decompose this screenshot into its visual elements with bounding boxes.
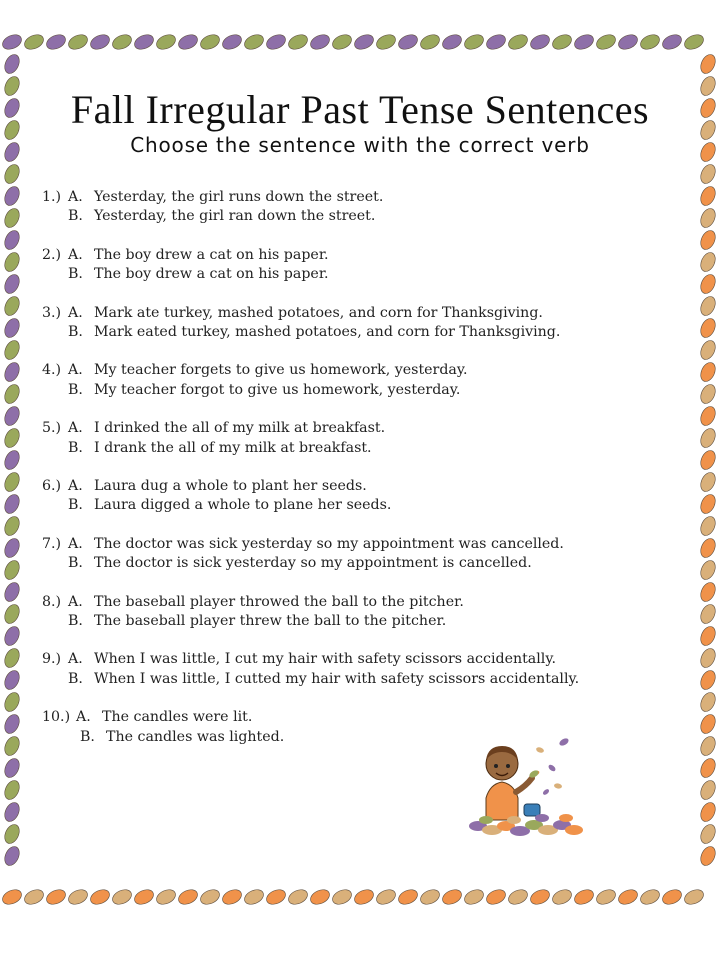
option-a xyxy=(42,708,662,727)
question-item xyxy=(42,419,662,477)
border-leaf xyxy=(698,250,718,274)
border-leaf xyxy=(264,32,288,52)
option-a xyxy=(42,650,662,669)
border-leaf xyxy=(2,52,22,76)
border-leaf xyxy=(154,32,178,52)
border-leaf xyxy=(528,32,552,52)
border-leaf xyxy=(2,272,22,296)
option-text: The boy drew a cat on his paper. xyxy=(94,266,329,283)
border-leaf xyxy=(308,887,332,907)
border-leaf xyxy=(66,887,90,907)
question-number: 3.) xyxy=(42,304,62,321)
border-leaf xyxy=(550,887,574,907)
question-number: 6.) xyxy=(42,477,62,494)
border-leaf xyxy=(0,887,24,907)
border-leaf xyxy=(220,887,244,907)
option-a xyxy=(42,535,662,554)
border-leaf xyxy=(396,32,420,52)
option-label: A. xyxy=(68,362,83,379)
border-leaf xyxy=(2,624,22,648)
border-leaf xyxy=(594,32,618,52)
question-item xyxy=(42,650,662,708)
question-number: 1.) xyxy=(42,189,62,205)
border-leaf xyxy=(462,32,486,52)
border-leaf xyxy=(220,32,244,52)
option-text: The boy drew a cat on his paper. xyxy=(94,246,329,263)
question-item xyxy=(42,246,662,304)
option-label: A. xyxy=(68,477,83,494)
border-leaf xyxy=(682,887,706,907)
border-leaf xyxy=(2,162,22,186)
option-b xyxy=(42,612,662,631)
border-leaf xyxy=(638,887,662,907)
border-leaf xyxy=(698,316,718,340)
border-leaf xyxy=(698,558,718,582)
option-b xyxy=(42,265,662,284)
option-label: A. xyxy=(68,246,83,263)
question-item xyxy=(42,188,662,246)
option-text: The baseball player throwed the ball to the pitcher. xyxy=(94,593,464,610)
border-leaf xyxy=(698,602,718,626)
border-leaf xyxy=(698,184,718,208)
option-text: When I was little, I cutted my hair with safety scissors accidentally. xyxy=(94,670,580,687)
option-text: My teacher forgot to give us homework, yesterday. xyxy=(94,381,461,398)
border-leaf xyxy=(2,294,22,318)
option-label: B. xyxy=(68,612,83,629)
border-leaf xyxy=(698,734,718,758)
option-text: The doctor is sick yesterday so my appointment is cancelled. xyxy=(94,555,532,572)
border-leaf xyxy=(698,800,718,824)
option-text: The candles was lighted. xyxy=(106,728,285,745)
option-a xyxy=(42,477,662,496)
border-leaf xyxy=(2,316,22,340)
border-leaf xyxy=(0,32,24,52)
border-leaf xyxy=(22,32,46,52)
option-label: A. xyxy=(76,709,91,726)
question-number: 8.) xyxy=(42,593,62,610)
option-text: I drank the all of my milk at breakfast. xyxy=(94,439,372,456)
question-item xyxy=(42,535,662,593)
border-leaf xyxy=(698,536,718,560)
question-number: 4.) xyxy=(42,362,62,379)
border-leaf xyxy=(132,32,156,52)
question-item xyxy=(42,477,662,535)
border-leaf xyxy=(698,470,718,494)
option-text: I drinked the all of my milk at breakfast. xyxy=(94,420,386,437)
border-leaf xyxy=(616,887,640,907)
question-item xyxy=(42,361,662,419)
border-leaf xyxy=(2,470,22,494)
border-leaf xyxy=(2,602,22,626)
border-leaf xyxy=(374,887,398,907)
option-text: Laura digged a whole to plane her seeds. xyxy=(94,497,392,514)
option-label: B. xyxy=(80,728,95,745)
option-a xyxy=(42,419,662,438)
border-leaf xyxy=(698,756,718,780)
border-leaf xyxy=(698,206,718,230)
border-leaf xyxy=(698,338,718,362)
border-leaf xyxy=(638,32,662,52)
border-leaf xyxy=(572,887,596,907)
border-leaf xyxy=(2,536,22,560)
border-leaf xyxy=(242,32,266,52)
border-leaf xyxy=(88,32,112,52)
border-leaf xyxy=(698,668,718,692)
option-text: When I was little, I cut my hair with safety scissors accidentally. xyxy=(94,651,556,668)
question-item xyxy=(42,304,662,362)
border-leaf xyxy=(698,382,718,406)
border-leaf xyxy=(698,778,718,802)
border-leaf xyxy=(2,404,22,428)
option-label: A. xyxy=(68,593,83,610)
border-leaf xyxy=(698,294,718,318)
option-b xyxy=(42,207,662,226)
border-leaf xyxy=(2,778,22,802)
question-number: 2.) xyxy=(42,246,62,263)
option-text: Mark eated turkey, mashed potatoes, and corn for Thanksgiving. xyxy=(94,323,561,340)
border-leaf xyxy=(660,887,684,907)
option-b xyxy=(42,554,662,573)
border-leaf xyxy=(698,712,718,736)
border-leaf xyxy=(698,448,718,472)
border-leaf xyxy=(698,228,718,252)
border-leaf xyxy=(110,32,134,52)
option-label: A. xyxy=(68,535,83,552)
question-list xyxy=(42,188,662,766)
border-leaf xyxy=(110,887,134,907)
border-leaf xyxy=(594,887,618,907)
border-leaf xyxy=(2,800,22,824)
border-leaf xyxy=(2,756,22,780)
border-leaf xyxy=(154,887,178,907)
border-leaf xyxy=(308,32,332,52)
border-leaf xyxy=(2,822,22,846)
border-leaf xyxy=(616,32,640,52)
option-text: My teacher forgets to give us homework, yesterday. xyxy=(94,362,468,379)
border-leaf xyxy=(682,32,706,52)
border-leaf xyxy=(2,184,22,208)
border-leaf xyxy=(506,32,530,52)
option-label: B. xyxy=(68,208,83,225)
border-leaf xyxy=(698,272,718,296)
option-a xyxy=(42,246,662,265)
border-leaf xyxy=(698,492,718,516)
border-leaf xyxy=(176,887,200,907)
option-b xyxy=(42,381,662,400)
border-leaf xyxy=(418,887,442,907)
option-text: Yesterday, the girl runs down the street. xyxy=(94,189,384,205)
option-a xyxy=(42,188,662,207)
border-leaf xyxy=(2,514,22,538)
option-b xyxy=(42,670,662,689)
option-a xyxy=(42,361,662,380)
border-leaf xyxy=(2,492,22,516)
border-leaf xyxy=(330,32,354,52)
option-text: Laura dug a whole to plant her seeds. xyxy=(94,477,367,494)
border-leaf xyxy=(440,32,464,52)
border-leaf xyxy=(352,887,376,907)
option-text: Mark ate turkey, mashed potatoes, and corn for Thanksgiving. xyxy=(94,304,543,321)
border-leaf xyxy=(242,887,266,907)
question-number: 10.) xyxy=(42,709,71,726)
border-leaf xyxy=(286,887,310,907)
border-leaf xyxy=(132,887,156,907)
question-number: 7.) xyxy=(42,535,62,552)
border-leaf xyxy=(2,580,22,604)
option-label: B. xyxy=(68,670,83,687)
border-leaf xyxy=(352,32,376,52)
question-number: 5.) xyxy=(42,420,62,437)
border-leaf xyxy=(2,206,22,230)
option-label: A. xyxy=(68,420,83,437)
border-leaf xyxy=(2,668,22,692)
option-label: A. xyxy=(68,189,83,205)
border-leaf xyxy=(2,734,22,758)
border-leaf xyxy=(44,887,68,907)
option-label: A. xyxy=(68,304,83,321)
border-leaf xyxy=(2,844,22,868)
page-title: Fall Irregular Past Tense Sentences xyxy=(70,87,650,132)
border-leaf xyxy=(66,32,90,52)
border-leaf xyxy=(440,887,464,907)
option-text: The baseball player threw the ball to the pitcher. xyxy=(94,612,447,629)
option-text: Yesterday, the girl ran down the street. xyxy=(94,208,376,225)
border-leaf xyxy=(660,32,684,52)
border-leaf xyxy=(2,690,22,714)
border-leaf xyxy=(698,52,718,76)
child-in-leaves-illustration xyxy=(468,728,588,843)
border-leaf xyxy=(2,448,22,472)
border-leaf xyxy=(22,887,46,907)
border-leaf xyxy=(330,887,354,907)
border-leaf xyxy=(2,426,22,450)
border-leaf xyxy=(2,360,22,384)
border-leaf xyxy=(506,887,530,907)
border-leaf xyxy=(2,250,22,274)
border-leaf xyxy=(698,360,718,384)
option-label: B. xyxy=(68,555,83,572)
border-leaf xyxy=(374,32,398,52)
border-leaf xyxy=(528,887,552,907)
border-leaf xyxy=(88,887,112,907)
border-leaf xyxy=(572,32,596,52)
border-leaf xyxy=(698,580,718,604)
question-number: 9.) xyxy=(42,651,62,668)
border-leaf xyxy=(2,382,22,406)
option-b xyxy=(42,323,662,342)
border-leaf xyxy=(198,887,222,907)
option-label: B. xyxy=(68,497,83,514)
border-leaf xyxy=(2,338,22,362)
border-leaf xyxy=(698,646,718,670)
border-leaf xyxy=(484,887,508,907)
border-leaf xyxy=(698,514,718,538)
border-leaf xyxy=(176,32,200,52)
option-b xyxy=(42,496,662,515)
border-leaf xyxy=(698,822,718,846)
border-leaf xyxy=(396,887,420,907)
option-a xyxy=(42,593,662,612)
border-leaf xyxy=(698,690,718,714)
option-label: B. xyxy=(68,266,83,283)
option-label: B. xyxy=(68,323,83,340)
border-leaf xyxy=(698,624,718,648)
option-text: The candles were lit. xyxy=(102,709,253,726)
option-a xyxy=(42,304,662,323)
border-leaf xyxy=(418,32,442,52)
border-leaf xyxy=(698,426,718,450)
border-leaf xyxy=(2,228,22,252)
border-leaf xyxy=(698,844,718,868)
border-leaf xyxy=(264,887,288,907)
border-leaf xyxy=(198,32,222,52)
option-text: The doctor was sick yesterday so my appointment was cancelled. xyxy=(94,535,564,552)
option-b xyxy=(42,439,662,458)
option-label: A. xyxy=(68,651,83,668)
border-leaf xyxy=(2,712,22,736)
border-leaf xyxy=(550,32,574,52)
border-leaf xyxy=(698,404,718,428)
border-leaf xyxy=(286,32,310,52)
border-leaf xyxy=(462,887,486,907)
question-item xyxy=(42,593,662,651)
border-leaf xyxy=(484,32,508,52)
border-leaf xyxy=(2,646,22,670)
page-subtitle: Choose the sentence with the correct verb xyxy=(130,133,590,157)
option-label: B. xyxy=(68,439,83,456)
border-leaf xyxy=(698,162,718,186)
border-leaf xyxy=(44,32,68,52)
border-leaf xyxy=(2,558,22,582)
option-label: B. xyxy=(68,381,83,398)
